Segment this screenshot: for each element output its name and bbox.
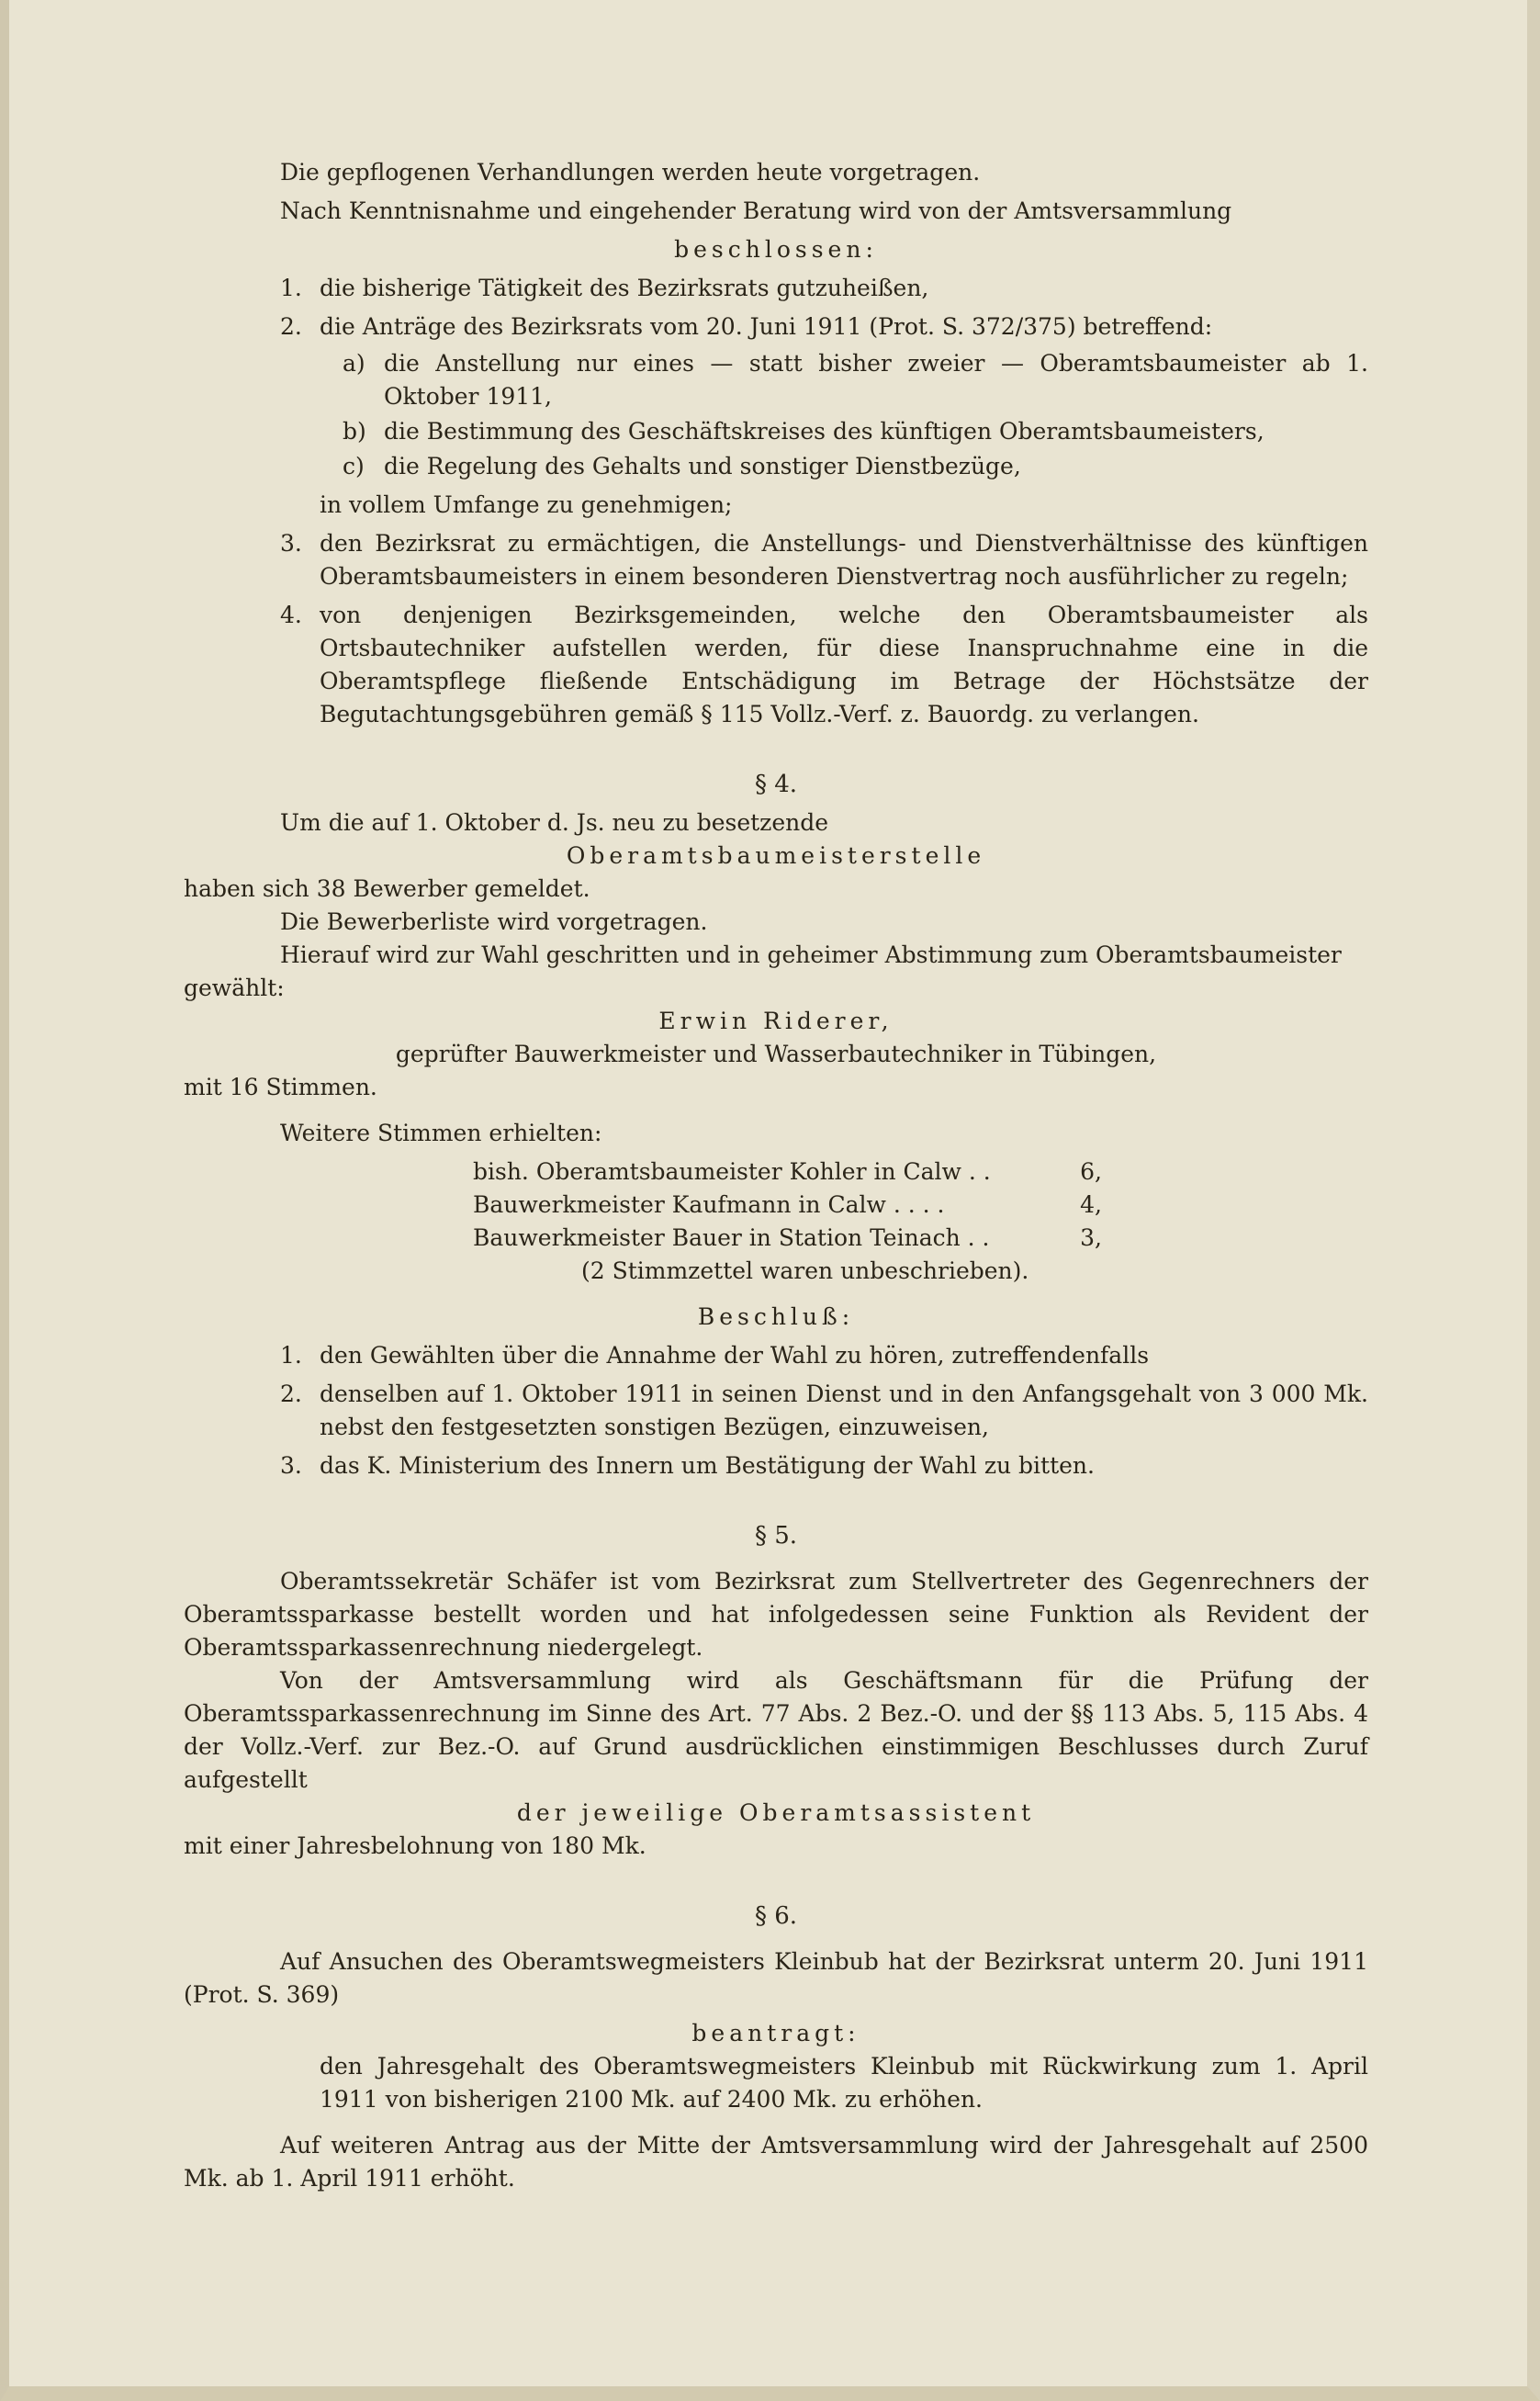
s4-line-3: Die Bewerberliste wird vorgetragen.	[280, 908, 708, 935]
decision-item: 3. das K. Ministerium des Innern um Bestätigung der Wahl zu bitten.	[280, 1452, 1095, 1479]
s5-para-1: Oberamtssekretär Schäfer ist vom Bezirksrat zum Stellvertreter des Gegenrechners der Oberamtssparkasse bestellt worden und hat infolgedessen seine Funktion als Revident der Oberamtssparkassenrechnung niedergelegt.	[184, 1568, 1368, 1661]
section-6-sign: § 6.	[754, 1902, 798, 1930]
sub-item: a) die Anstellung nur eines — statt bisher zweier — Oberamtsbaumeister ab 1. Oktober 1911,	[343, 350, 1368, 410]
elected-votes: mit 16 Stimmen.	[184, 1074, 377, 1100]
s5-para-2: Von der Amtsversammlung wird als Geschäftsmann für die Prüfung der Oberamtssparkassenrechnung im Sinne des Art. 77 Abs. 2 Bez.-O. und der §§ 113 Abs. 5, 115 Abs. 4 der Vollz.-Verf. zur Bez.-O. auf Grund ausdrücklichen einstimmigen Beschlusses durch Zuruf aufgestellt	[184, 1667, 1368, 1793]
decision-item: 2. denselben auf 1. Oktober 1911 in seinen Dienst und in den Anfangsgehalt von 3 000 Mk. nebst den festgesetzten sonstigen Bezügen, einzuweisen,	[280, 1381, 1368, 1440]
resolution-list-cont	[184, 527, 1368, 731]
vote-row: Bauwerkmeister Bauer in Station Teinach . . 3,	[473, 1224, 1102, 1251]
section-4-sign: § 4.	[754, 771, 798, 798]
s5-appointee: der jeweilige Oberamtsassistent	[516, 1799, 1036, 1826]
intro-line-1: Die gepflogenen Verhandlungen werden heute vorgetragen.	[280, 159, 981, 186]
resolution-item: 2. die Anträge des Bezirksrats vom 20. Juni 1911 (Prot. S. 372/375) betreffend:	[280, 313, 1213, 340]
elected-name: Erwin Riderer,	[658, 1008, 894, 1034]
resolution-heading: beschlossen:	[674, 236, 878, 263]
resolution-list	[184, 272, 1368, 344]
decision-item: 1. den Gewählten über die Annahme der Wahl zu hören, zutreffendenfalls	[280, 1342, 1150, 1369]
elected-title: geprüfter Bauwerkmeister und Wasserbautechniker in Tübingen,	[395, 1041, 1157, 1067]
document-body	[184, 156, 1368, 2195]
s4-position: Oberamtsbaumeisterstelle	[566, 842, 986, 869]
s4-line-1: Um die auf 1. Oktober d. Js. neu zu besetzende	[280, 809, 829, 836]
resolution-item: 3. den Bezirksrat zu ermächtigen, die Anstellungs- und Dienstverhältnisse des künftigen Oberamtsbaumeisters in einem besonderen Dienstvertrag noch ausführlicher zu regeln;	[280, 530, 1368, 590]
sub-item: c) die Regelung des Gehalts und sonstiger Dienstbezüge,	[343, 453, 1021, 479]
resolution-sublist	[184, 347, 1368, 483]
subitems-close: in vollem Umfange zu genehmigen;	[320, 491, 733, 518]
other-votes-label: Weitere Stimmen erhielten:	[280, 1120, 602, 1146]
intro-line-2: Nach Kenntnisnahme und eingehender Beratung wird von der Amtsversammlung	[280, 197, 1232, 224]
s6-para-1: Auf Ansuchen des Oberamtswegmeisters Kleinbub hat der Bezirksrat unterm 20. Juni 1911 (Prot. S. 369)	[184, 1948, 1368, 2008]
decision-heading: Beschluß:	[697, 1303, 855, 1330]
vote-table	[473, 1155, 1102, 1255]
s6-heading: beantragt:	[691, 2020, 860, 2046]
resolution-item: 1. die bisherige Tätigkeit des Bezirksrats gutzuheißen,	[280, 275, 929, 301]
blank-ballots-note: (2 Stimmzettel waren unbeschrieben).	[581, 1257, 1029, 1284]
s6-para-2: Auf weiteren Antrag aus der Mitte der Amtsversammlung wird der Jahresgehalt auf 2500 Mk. ab 1. April 1911 erhöht.	[184, 2132, 1368, 2192]
s4-line-2: haben sich 38 Bewerber gemeldet.	[184, 875, 590, 902]
vote-row: Bauwerkmeister Kaufmann in Calw . . . . 4,	[473, 1191, 1102, 1218]
section-5-sign: § 5.	[754, 1522, 798, 1550]
s5-salary: mit einer Jahresbelohnung von 180 Mk.	[184, 1832, 646, 1859]
sub-item: b) die Bestimmung des Geschäftskreises des künftigen Oberamtsbaumeisters,	[343, 418, 1265, 445]
s4-line-4: Hierauf wird zur Wahl geschritten und in geheimer Abstimmung zum Oberamtsbaumeister gewählt:	[184, 941, 1342, 1001]
s6-motion: den Jahresgehalt des Oberamtswegmeisters Kleinbub mit Rückwirkung zum 1. April 1911 von bisherigen 2100 Mk. auf 2400 Mk. zu erhöhen.	[320, 2053, 1368, 2113]
decision-list	[184, 1339, 1368, 1482]
resolution-item: 4. von denjenigen Bezirksgemeinden, welche den Oberamtsbaumeister als Ortsbautechniker aufstellen werden, für diese Inanspruchnahme eine in die Oberamtspflege fließende Entschädigung im Betrage der Höchstsätze der Begutachtungsgebühren gemäß § 115 Vollz.-Verf. z. Bauordg. zu verlangen.	[280, 602, 1368, 727]
vote-row: bish. Oberamtsbaumeister Kohler in Calw . . 6,	[473, 1158, 1102, 1185]
